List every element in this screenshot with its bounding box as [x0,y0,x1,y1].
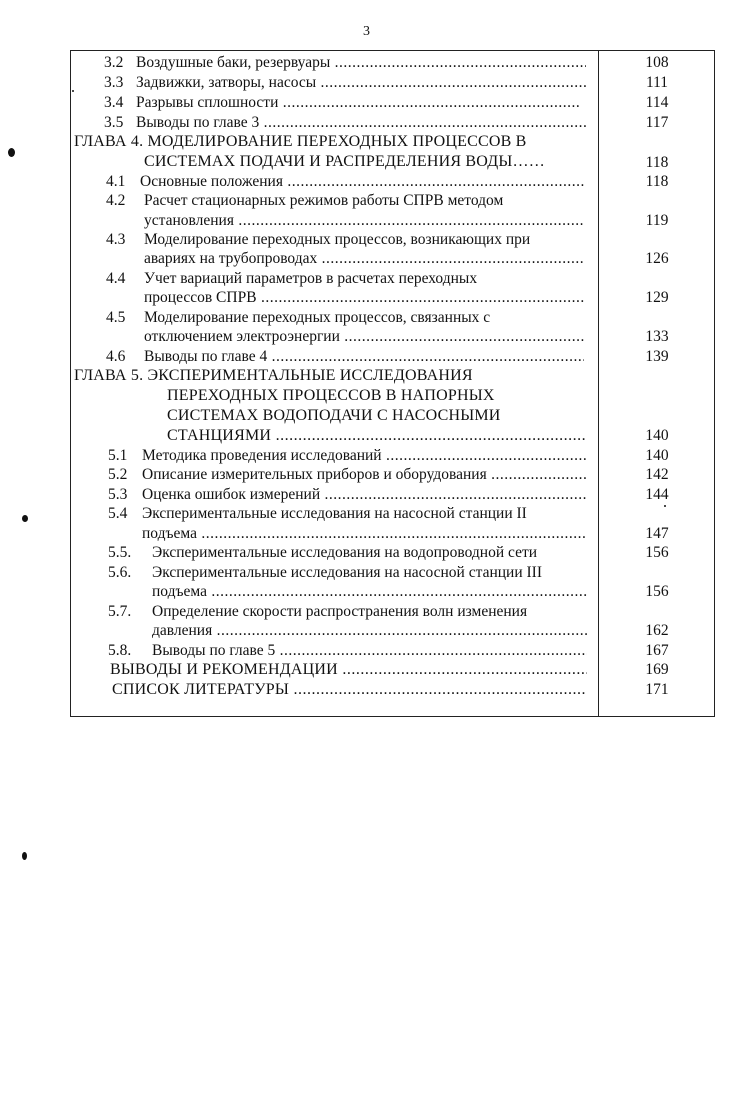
entry-number: 5.7. [108,603,132,620]
entry-title-cont: авариях на трубопроводах ..... [144,249,584,269]
entry-number: 5.1 [108,447,128,464]
entry-title: Выводы по главе 5 ..... [152,641,587,661]
entry-title-cont: отключением электроэнергии ..... [144,327,584,347]
entry-title-cont: установления ..... [144,211,584,231]
entry-title-cont: давления ..... [152,621,587,641]
scan-speck [22,852,27,860]
entry-page: 140 [645,447,669,464]
entry-number: 4.5 [106,309,126,326]
entry-page: 129 [645,289,669,306]
entry-page: 144 [645,486,669,503]
entry-title: Воздушные баки, резервуары ..... [136,53,586,73]
entry-title: Описание измерительных приборов и оборудования ..... [142,465,587,485]
entry-number: 5.5. [108,544,132,561]
entry-page: 171 [645,681,669,698]
chapter-heading: ПЕРЕХОДНЫХ ПРОЦЕССОВ В НАПОРНЫХ [167,387,495,404]
chapter-heading: СИСТЕМАХ ПОДАЧИ И РАСПРЕДЕЛЕНИЯ ВОДЫ…… [144,153,545,170]
entry-number: 4.1 [106,173,126,190]
scan-speck [664,505,666,507]
entry-title: Экспериментальные исследования на насосной станции II [142,505,527,522]
entry-page: 108 [645,54,669,71]
entry-page: 133 [645,328,669,345]
entry-title: Методика проведения исследований ..... [142,446,587,466]
entry-page: 140 [645,427,669,444]
entry-page: 118 [645,154,669,171]
entry-title: Моделирование переходных процессов, возникающих при [144,231,531,248]
entry-number: 4.6 [106,348,126,365]
entry-title: Экспериментальные исследования на насосной станции III [152,564,542,581]
entry-title-cont: процессов СПРВ ..... [144,288,584,308]
entry-page: 118 [645,173,669,190]
chapter-heading: СТАНЦИЯМИ ..... [167,426,587,446]
chapter-heading: ГЛАВА 4. МОДЕЛИРОВАНИЕ ПЕРЕХОДНЫХ ПРОЦЕССОВ В [74,133,527,150]
entry-number: 3.2 [104,54,124,71]
entry-title: Задвижки, затворы, насосы ..... [136,73,586,93]
entry-page: 139 [645,348,669,365]
entry-title: Моделирование переходных процессов, связанных с [144,309,491,326]
entry-page: 111 [645,74,669,91]
entry-page: 162 [645,622,669,639]
entry-title: Оценка ошибок измерений ..... [142,485,587,505]
entry-page: 147 [645,525,669,542]
entry-page: 119 [645,212,669,229]
page-column-divider [598,50,599,717]
entry-title: Экспериментальные исследования на водопроводной сети [152,544,538,561]
entry-page: 169 [645,661,669,678]
entry-page: 114 [645,94,669,111]
entry-page: 156 [645,544,669,561]
entry-page: 142 [645,466,669,483]
scan-speck [72,90,74,92]
entry-page: 126 [645,250,669,267]
conclusions-entry: ВЫВОДЫ И РЕКОМЕНДАЦИИ ..... [110,660,587,680]
entry-title: Расчет стационарных режимов работы СПРВ методом [144,192,504,209]
entry-number: 3.5 [104,114,124,131]
references-entry: СПИСОК ЛИТЕРАТУРЫ ..... [112,680,587,700]
entry-title: Выводы по главе 3 ..... [136,113,586,133]
entry-title: Определение скорости распространения волн изменения [152,603,528,620]
entry-page: 117 [645,114,669,131]
entry-page: 156 [645,583,669,600]
chapter-heading: ГЛАВА 5. ЭКСПЕРИМЕНТАЛЬНЫЕ ИССЛЕДОВАНИЯ [74,367,473,384]
entry-number: 4.4 [106,270,126,287]
entry-page: 167 [645,642,669,659]
entry-number: 4.2 [106,192,126,209]
entry-title: Основные положения ..... [140,172,585,192]
entry-number: 5.4 [108,505,128,522]
entry-title: Разрывы сплошности ..... [136,93,581,113]
entry-title: Учет вариаций параметров в расчетах переходных [144,270,478,287]
entry-number: 5.2 [108,466,128,483]
entry-title-cont: подъема ..... [142,524,587,544]
scan-speck [8,148,15,157]
chapter-heading: СИСТЕМАХ ВОДОПОДАЧИ С НАСОСНЫМИ [167,407,501,424]
entry-number: 3.4 [104,94,124,111]
entry-title: Выводы по главе 4 ..... [144,347,584,367]
entry-number: 5.3 [108,486,128,503]
entry-number: 4.3 [106,231,126,248]
page-number: 3 [363,24,370,39]
entry-number: 3.3 [104,74,124,91]
entry-title-cont: подъема ..... [152,582,587,602]
scan-speck [22,515,28,522]
entry-number: 5.8. [108,642,132,659]
entry-number: 5.6. [108,564,132,581]
